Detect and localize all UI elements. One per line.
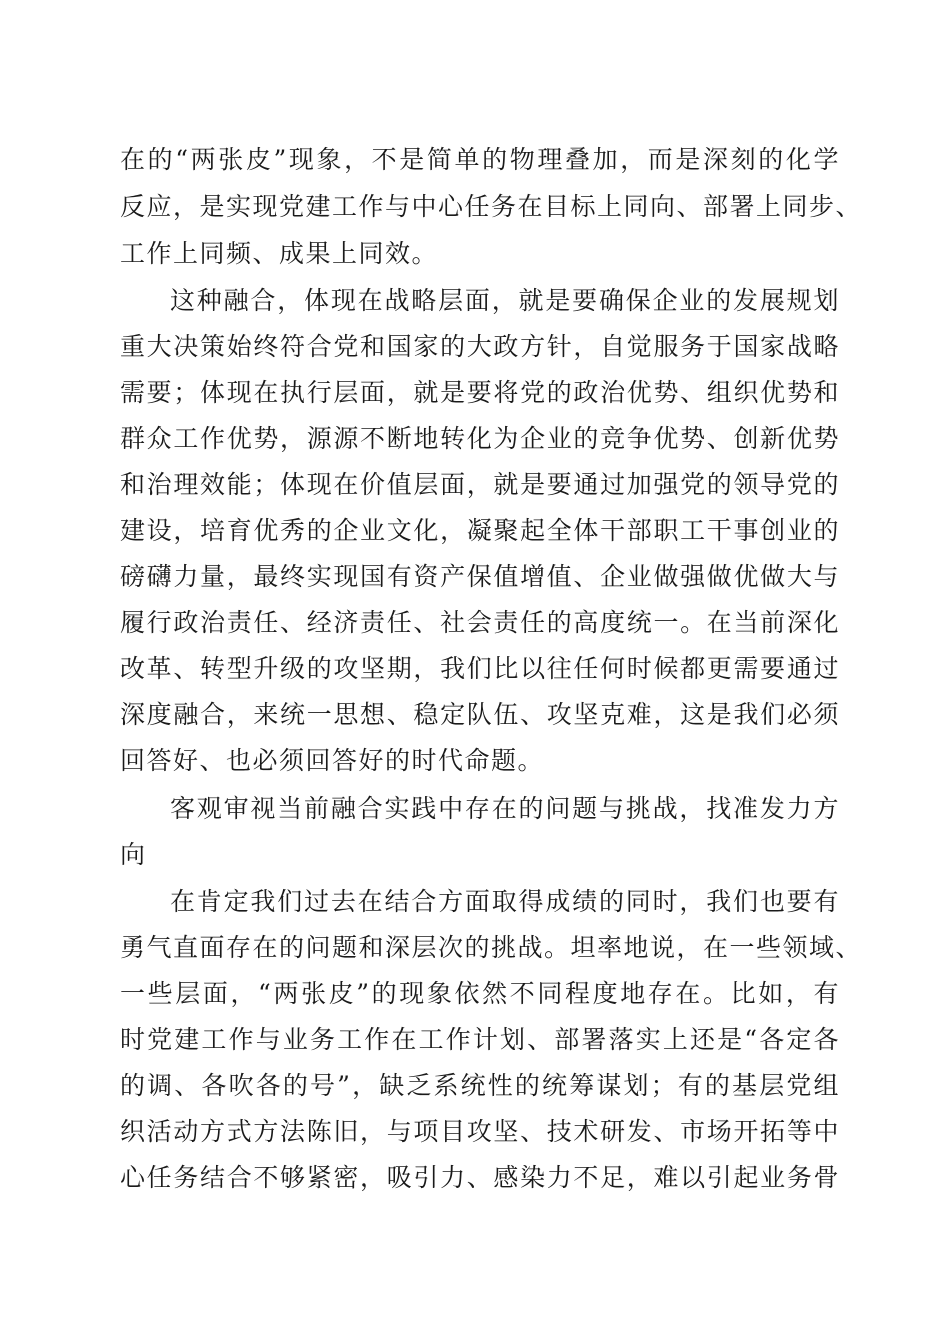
text-line: 履行政治责任、经济责任、社会责任的高度统一。在当前深化 xyxy=(120,608,840,637)
text-line: 磅礴力量，最终实现国有资产保值增值、企业做强做优做大与 xyxy=(120,562,840,591)
text-line: 建设，培育优秀的企业文化，凝聚起全体干部职工干事创业的 xyxy=(120,516,840,545)
text-line: 改革、转型升级的攻坚期，我们比以往任何时候都更需要通过 xyxy=(120,654,840,683)
text-line: 织活动方式方法陈旧，与项目攻坚、技术研发、市场开拓等中 xyxy=(120,1117,840,1146)
section-heading-line: 向 xyxy=(120,840,147,869)
text-line: 一些层面，“两张皮”的现象依然不同程度地存在。比如，有 xyxy=(120,979,840,1008)
section-heading-line: 客观审视当前融合实践中存在的问题与挑战，找准发力方 xyxy=(170,794,840,823)
text-line: 勇气直面存在的问题和深层次的挑战。坦率地说，在一些领域、 xyxy=(120,933,863,962)
text-line: 的调、各吹各的号”，缺乏系统性的统筹谋划；有的基层党组 xyxy=(120,1071,840,1100)
text-line: 心任务结合不够紧密，吸引力、感染力不足，难以引起业务骨 xyxy=(120,1163,840,1192)
text-line: 在的“两张皮”现象，不是简单的物理叠加，而是深刻的化学 xyxy=(120,145,840,174)
text-line: 群众工作优势，源源不断地转化为企业的竞争优势、创新优势 xyxy=(120,424,840,453)
text-line: 工作上同频、成果上同效。 xyxy=(120,239,439,268)
text-line: 反应，是实现党建工作与中心任务在目标上同向、部署上同步、 xyxy=(120,192,863,221)
text-line: 时党建工作与业务工作在工作计划、部署落实上还是“各定各 xyxy=(120,1025,840,1054)
text-line: 重大决策始终符合党和国家的大政方针，自觉服务于国家战略 xyxy=(120,332,840,361)
text-line: 需要；体现在执行层面，就是要将党的政治优势、组织优势和 xyxy=(120,378,840,407)
text-line: 和治理效能；体现在价值层面，就是要通过加强党的领导党的 xyxy=(120,470,840,499)
paragraph-first-line: 这种融合，体现在战略层面，就是要确保企业的发展规划 xyxy=(170,286,840,315)
text-line: 回答好、也必须回答好的时代命题。 xyxy=(120,746,545,775)
text-line: 深度融合，来统一思想、稳定队伍、攻坚克难，这是我们必须 xyxy=(120,700,840,729)
paragraph-first-line: 在肯定我们过去在结合方面取得成绩的同时，我们也要有 xyxy=(170,887,840,916)
